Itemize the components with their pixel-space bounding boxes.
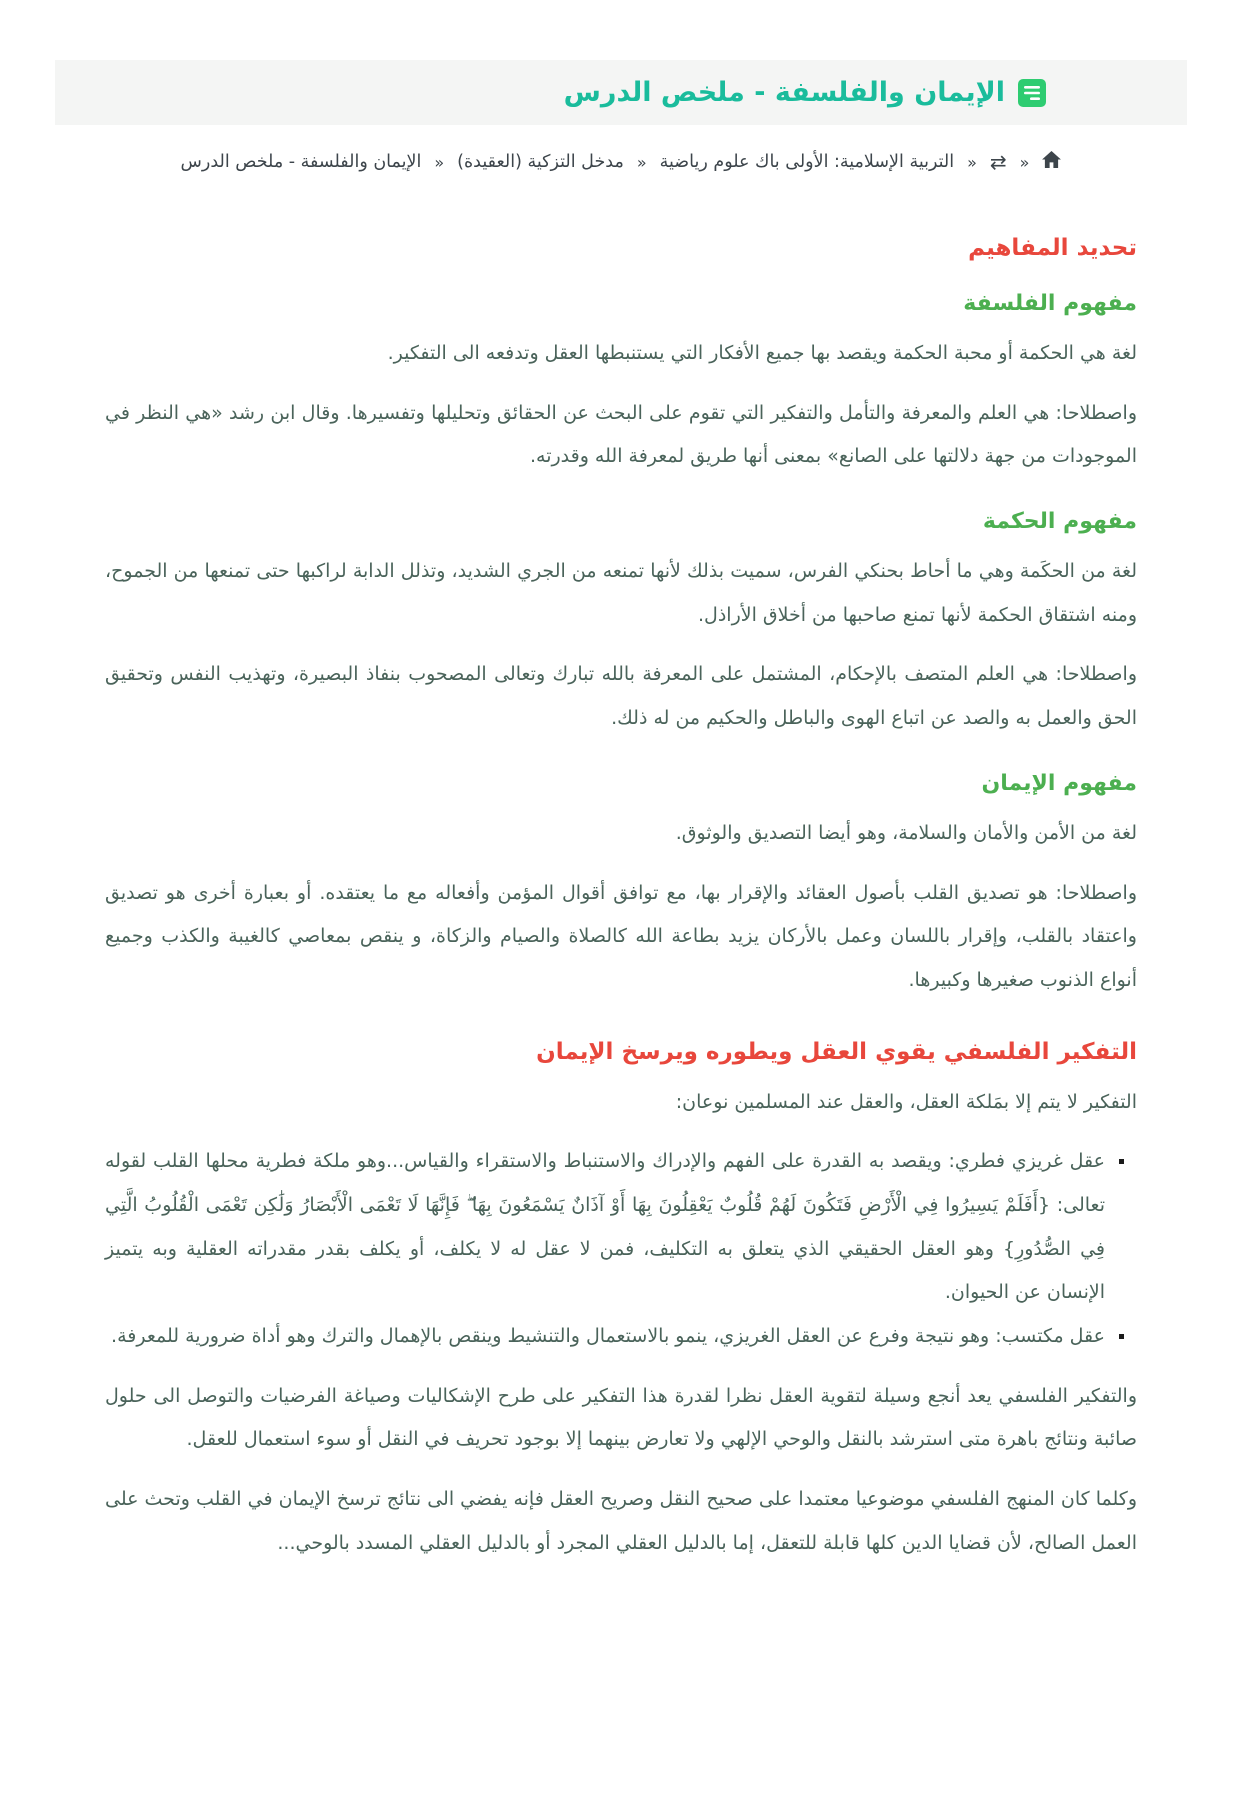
breadcrumb-separator: « bbox=[1019, 152, 1030, 172]
heading-definitions: تحديد المفاهيم bbox=[968, 235, 1137, 261]
breadcrumb-separator: « bbox=[636, 152, 647, 172]
heading-wisdom-concept: مفهوم الحكمة bbox=[982, 509, 1137, 535]
lesson-summary-icon bbox=[1017, 78, 1047, 108]
breadcrumb-current-page: الإيمان والفلسفة - ملخص الدرس bbox=[180, 152, 422, 172]
home-icon bbox=[1042, 151, 1061, 173]
page-title-text: الإيمان والفلسفة - ملخص الدرس bbox=[563, 77, 1005, 108]
breadcrumb-shuffle-link[interactable] bbox=[990, 152, 1007, 172]
breadcrumb-unit-link[interactable]: مدخل التزكية (العقيدة) bbox=[457, 152, 624, 172]
breadcrumb bbox=[55, 151, 1187, 173]
thinking-effectiveness-paragraph: والتفكير الفلسفي يعد أنجع وسيلة لتقوية العقل نظرا لقدرة هذا التفكير على طرح الإشكاليات وصياغة الفرضيات والتوصل الى حلول صائبة ونتائج باهرة متى استرشد بالنقل والوحي الإلهي ولا تعارض بينهما إلا بوجود تحريف في النقل أو سوء استعمال للعقل. bbox=[105, 1384, 1137, 1451]
heading-philosophy-concept: مفهوم الفلسفة bbox=[963, 291, 1137, 316]
breadcrumb-separator: « bbox=[434, 152, 445, 172]
page bbox=[0, 60, 1242, 1641]
heading-faith-concept: مفهوم الإيمان bbox=[981, 770, 1137, 796]
breadcrumb-subject-link[interactable]: التربية الإسلامية: الأولى باك علوم رياضية bbox=[659, 152, 955, 172]
philosophy-terminological-paragraph: واصطلاحا: هي العلم والمعرفة والتأمل والتفكير التي تقوم على البحث عن الحقائق وتحليلها وتفسيرها. وقال ابن رشد «هي النظر في الموجودات من جهة دلالتها على الصانع» بمعنى أنها طريق لمعرفة الله وقدرته. bbox=[105, 401, 1137, 468]
list-item-acquired-mind: ▪ عقل مكتسب: وهو نتيجة وفرع عن العقل الغريزي، ينمو بالاستعمال والتنشيط وينقص بالإهمال والترك وهو أداة ضرورية للمعرفة. bbox=[105, 1315, 1107, 1359]
thinking-intro-paragraph: التفكير لا يتم إلا بمَلكة العقل، والعقل عند المسلمين نوعان: bbox=[675, 1090, 1137, 1113]
heading-philosophical-thinking: التفكير الفلسفي يقوي العقل ويطوره ويرسخ الإيمان bbox=[536, 1038, 1137, 1065]
faith-terminological-paragraph: واصطلاحا: هو تصديق القلب بأصول العقائد والإقرار بها، مع توافق أقوال المؤمن وأفعاله مع ما يعتقده. أو بعبارة أخرى هو تصديق واعتقاد بالقلب، وإقرار باللسان وعمل بالأركان يزيد بطاعة الله كالصلاة والصيام والزكاة، و ينقص بمعاصي كالغيبة والكذب وجميع أنواع الذنوب صغيرها وكبيرها. bbox=[105, 881, 1137, 991]
shuffle-icon: ⇄ bbox=[989, 150, 1007, 174]
lesson-content bbox=[105, 235, 1137, 1641]
list-item-innate-mind: ▪ عقل غريزي فطري: ويقصد به القدرة على الفهم والإدراك والاستنباط والاستقراء والقياس...وهو ملكة فطرية محلها القلب لقوله تعالى: {أَفَلَمْ يَسِيرُوا فِي الْأَرْضِ فَتَكُونَ لَهُمْ قُلُوبٌ يَعْقِلُونَ بِهَا أَوْ آذَانٌ يَسْمَعُونَ بِهَا ۖ فَإِنَّهَا لَا تَعْمَى الْأَبْصَارُ وَلَٰكِن تَعْمَى الْقُلُوبُ الَّتِي فِي الصُّدُورِ} وهو العقل الحقيقي الذي يتعلق به التكليف، فمن لا عقل له لا يكلف، أو يكلف بقدر مقدراته العقلية وبه يتميز الإنسان عن الحيوان. bbox=[105, 1140, 1107, 1315]
wisdom-terminological-paragraph: واصطلاحا: هي العلم المتصف بالإحكام، المشتمل على المعرفة بالله تبارك وتعالى المصحوب بنفاذ البصيرة، وتهذيب النفس وتحقيق الحق والعمل به والصد عن اتباع الهوى والباطل والحكيم من له ذلك. bbox=[105, 663, 1137, 730]
thinking-conclusion-paragraph: وكلما كان المنهج الفلسفي موضوعيا معتمدا على صحيح النقل وصريح العقل فإنه يفضي الى نتائج ترسخ الإيمان في القلب وتحث على العمل الصالح، لأن قضايا الدين كلها قابلة للتعقل، إما بالدليل العقلي المجرد أو بالدليل العقلي المسدد بالوحي... bbox=[105, 1488, 1137, 1554]
page-header bbox=[55, 60, 1187, 125]
faith-linguistic-paragraph: لغة من الأمن والأمان والسلامة، وهو أيضا التصديق والوثوق. bbox=[675, 821, 1137, 844]
mind-types-list bbox=[105, 1140, 1137, 1358]
philosophy-linguistic-paragraph: لغة هي الحكمة أو محبة الحكمة ويقصد بها جميع الأفكار التي يستنبطها العقل وتدفعه الى التفكير. bbox=[387, 342, 1137, 364]
wisdom-linguistic-paragraph: لغة من الحكَمة وهي ما أحاط بحنكي الفرس، سميت بذلك لأنها تمنعه من الجري الشديد، وتذلل الدابة لراكبها حتى تمنعها من الجموح، ومنه اشتقاق الحكمة لأنها تمنع صاحبها من أخلاق الأراذل. bbox=[105, 560, 1137, 626]
page-title bbox=[85, 77, 1047, 108]
breadcrumb-home-link[interactable] bbox=[1042, 151, 1061, 173]
breadcrumb-separator: « bbox=[967, 152, 977, 172]
